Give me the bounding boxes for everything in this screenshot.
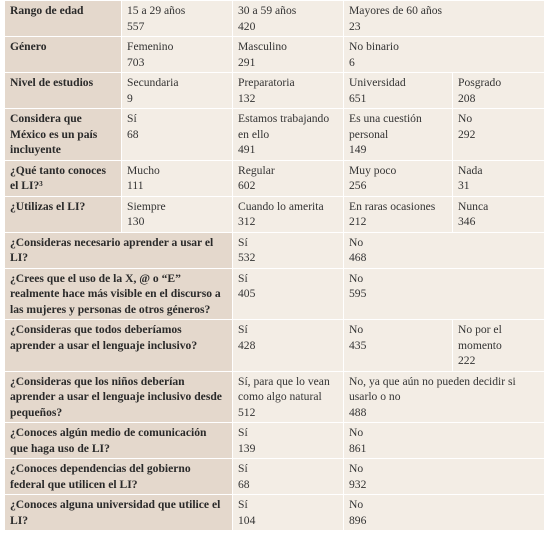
table-row [5, 160, 545, 196]
answer-cell: Muy poco 256 [344, 160, 453, 196]
question-cell: ¿Conoces dependencias del gobierno federal que utilicen el LI? [5, 459, 233, 495]
answer-cell: Posgrado 208 [453, 73, 545, 109]
answer-cell: Sí 139 [233, 423, 344, 459]
answer-cell: Universidad 651 [344, 73, 453, 109]
answer-cell: Siempre 130 [122, 196, 233, 232]
table-row [5, 459, 545, 495]
answer-cell: No por el momento 222 [453, 320, 545, 372]
question-cell: Considera que México es un país incluyente [5, 109, 122, 161]
answer-cell: Sí, para que lo vean como algo natural 512 [233, 371, 344, 423]
answer-cell: No 861 [344, 423, 545, 459]
question-cell: ¿Crees que el uso de la X, @ o “E” realmente hace más visible en el discurso a las mujeres y personas de otros géneros? [5, 268, 233, 320]
table-row [5, 320, 545, 372]
answer-cell: Secundaria 9 [122, 73, 233, 109]
question-cell: ¿Consideras que los niños deberían aprender a usar el lenguaje inclusivo desde pequeños? [5, 371, 233, 423]
answer-cell: Nada 31 [453, 160, 545, 196]
answer-cell: Nunca 346 [453, 196, 545, 232]
answer-cell: Sí 428 [233, 320, 344, 372]
answer-cell: Es una cuestión personal 149 [344, 109, 453, 161]
question-cell: ¿Qué tanto conoces el LI?³ [5, 160, 122, 196]
answer-cell: No 595 [344, 268, 545, 320]
question-cell: ¿Conoces algún medio de comunicación que haga uso de LI? [5, 423, 233, 459]
answer-cell: Regular 602 [233, 160, 344, 196]
answer-cell: No binario 6 [344, 37, 545, 73]
table-row [5, 268, 545, 320]
answer-cell: Preparatoria 132 [233, 73, 344, 109]
question-cell: Nivel de estudios [5, 73, 122, 109]
answer-cell: Estamos trabajando en ello 491 [233, 109, 344, 161]
answer-cell: Cuando lo amerita 312 [233, 196, 344, 232]
table-row [5, 73, 545, 109]
question-cell: Rango de edad [5, 1, 122, 37]
answer-cell: Femenino 703 [122, 37, 233, 73]
question-cell: ¿Conoces alguna universidad que utilice el LI? [5, 495, 233, 531]
answer-cell: Sí 68 [122, 109, 233, 161]
answer-cell: Sí 405 [233, 268, 344, 320]
answer-cell: En raras ocasiones 212 [344, 196, 453, 232]
question-cell: ¿Utilizas el LI? [5, 196, 122, 232]
answer-cell: No 435 [344, 320, 453, 372]
table-row [5, 109, 545, 161]
answer-cell: No 292 [453, 109, 545, 161]
answer-cell: No 896 [344, 495, 545, 531]
answer-cell: Sí 68 [233, 459, 344, 495]
table-row [5, 423, 545, 459]
table-row [5, 495, 545, 531]
answer-cell: Masculino 291 [233, 37, 344, 73]
survey-results-page [4, 0, 544, 531]
answer-cell: No, ya que aún no pueden decidir si usarlo o no 488 [344, 371, 545, 423]
table-row [5, 37, 545, 73]
table-row [5, 371, 545, 423]
question-cell: ¿Consideras necesario aprender a usar el LI? [5, 232, 233, 268]
table-row [5, 1, 545, 37]
table-row [5, 196, 545, 232]
table-row [5, 232, 545, 268]
answer-cell: Sí 104 [233, 495, 344, 531]
question-cell: Género [5, 37, 122, 73]
answer-cell: Sí 532 [233, 232, 344, 268]
answer-cell: No 468 [344, 232, 545, 268]
answer-cell: Mucho 111 [122, 160, 233, 196]
question-cell: ¿Consideras que todos deberíamos aprender a usar el lenguaje inclusivo? [5, 320, 233, 372]
answer-cell: No 932 [344, 459, 545, 495]
answer-cell: 30 a 59 años 420 [233, 1, 344, 37]
answer-cell: 15 a 29 años 557 [122, 1, 233, 37]
answer-cell: Mayores de 60 años 23 [344, 1, 545, 37]
survey-results-table [4, 0, 545, 531]
